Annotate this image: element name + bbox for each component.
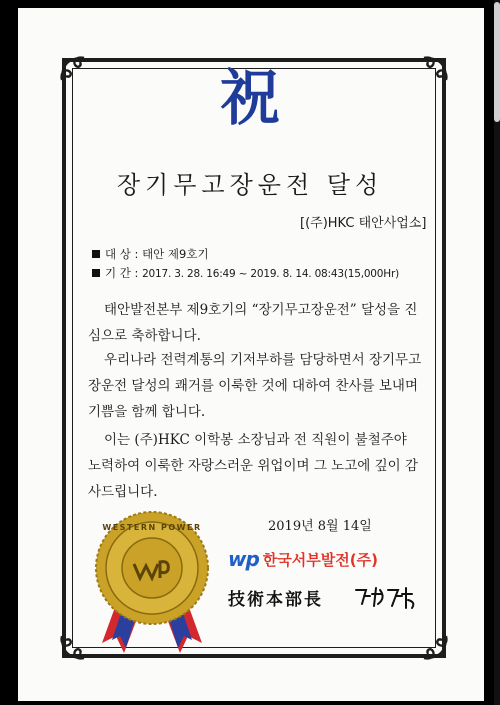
gold-seal-icon [82, 508, 222, 656]
field-period-label: 기 간 [105, 266, 131, 280]
field-target-label: 대 상 [105, 247, 131, 261]
signer-title: 技術本部長 [228, 590, 323, 610]
issue-date: 2019년 8월 14일 [268, 519, 372, 534]
bullet-square-icon [92, 269, 100, 277]
field-target-value: 태안 제9호기 [142, 247, 209, 261]
seal-text: WESTERN POWER [102, 523, 202, 532]
issuer-name: 한국서부발전(주) [262, 550, 378, 569]
congratulations-hanja: 祝 [220, 64, 280, 134]
kwp-logo-icon: wp [228, 547, 259, 571]
corner-ornament-icon [420, 632, 450, 662]
field-target: 대 상 : 태안 제9호기 [92, 246, 209, 262]
recipient-company: [(주)HKC 태안사업소] [300, 216, 427, 231]
issuer-logo [228, 546, 378, 572]
field-period: 기 간 : 2017. 3. 28. 16:49 ~ 2019. 8. 14. 08:43(15,000Hr) [92, 265, 399, 281]
scrollbar-thumb[interactable] [494, 2, 500, 122]
handwritten-signature-icon [352, 584, 420, 612]
bullet-square-icon [92, 250, 100, 258]
certificate-title: 장기무고장운전 달성 [116, 171, 384, 199]
body-paragraph: 이는 (주)HKC 이학봉 소장님과 전 직원이 불철주야 노력하여 이룩한 자랑스러운 위업이며 그 노고에 깊이 감사드립니다. [88, 432, 418, 500]
body-paragraph: 태안발전본부 제9호기의 “장기무고장운전” 달성을 진심으로 축하합니다. [88, 302, 418, 344]
scrollbar[interactable] [494, 0, 500, 705]
body-paragraph: 우리나라 전력계통의 기저부하를 담당하면서 장기무고장운전 달성의 쾌거를 이룩한 것에 대하여 찬사를 보내며 기쁨을 함께 합니다. [88, 352, 422, 420]
field-period-value: 2017. 3. 28. 16:49 ~ 2019. 8. 14. 08:43(15,000Hr) [142, 268, 399, 280]
recipient-company-name: (주)HKC 태안사업소 [305, 216, 422, 231]
